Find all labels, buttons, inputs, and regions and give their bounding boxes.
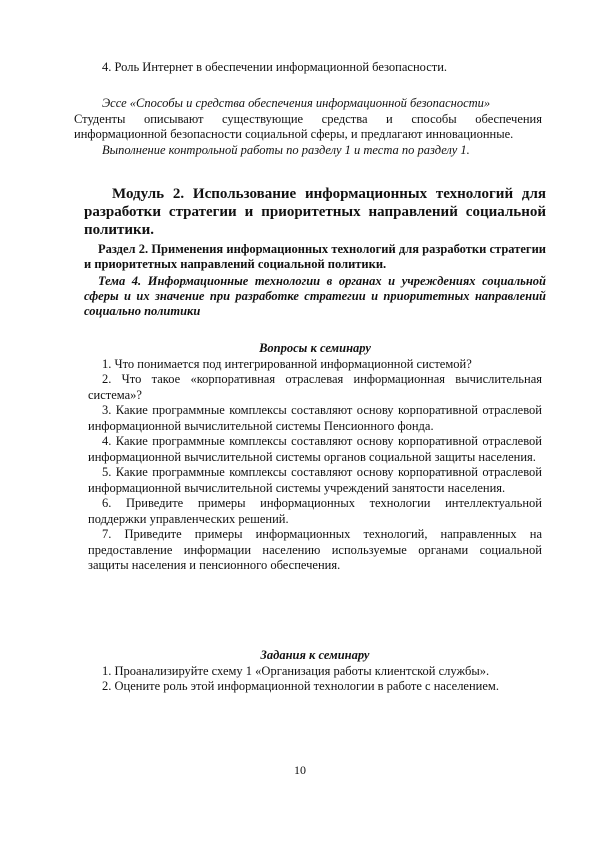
seminar-tasks-block <box>88 648 542 695</box>
control-work-note: Выполнение контрольной работы по разделу 1 и теста по разделу 1. <box>102 142 470 157</box>
question-item: 1. Что понимается под интегрированной информационной системой? <box>102 356 472 371</box>
internet-role-item: 4. Роль Интернет в обеспечении информационной безопасности. <box>102 60 448 74</box>
essay-block <box>74 96 542 158</box>
page-number: 10 <box>294 763 306 777</box>
seminar-questions-block <box>88 341 542 574</box>
task-item: 2. Оцените роль этой информационной технологии в работе с населением. <box>102 679 499 693</box>
question-item: 3. Какие программные комплексы составляют основу корпоративной отраслевой информационной вычислительной системы Пенсионного фонда. <box>88 403 542 433</box>
seminar-tasks-title: Задания к семинару <box>260 648 370 662</box>
section-heading: Раздел 2. Применения информационных технологий для разработки стратегии и приоритетных направлений социальной политики. <box>84 242 546 271</box>
task-item: 1. Проанализируйте схему 1 «Организация работы клиентской службы». <box>102 663 490 678</box>
module-heading: Модуль 2. Использование информационных технологий для разработки стратегии и приоритетных направлений социальной политики. <box>84 186 546 238</box>
question-item: 4. Какие программные комплексы составляют основу корпоративной отраслевой информационной вычислительной системы органов социальной защиты населения. <box>88 434 542 464</box>
seminar-questions-title: Вопросы к семинару <box>259 341 371 355</box>
question-item: 5. Какие программные комплексы составляют основу корпоративной отраслевой информационной вычислительной системы учреждений занятости населения. <box>88 465 542 495</box>
module-block <box>84 185 546 319</box>
topic-heading: Тема 4. Информационные технологии в органах и учреждениях социальной сферы и их значение при разработке стратегии и приоритетных направлений социально политики <box>84 274 546 318</box>
question-item: 7. Приведите примеры информационных технологий, направленных на предоставление информации населению используемые органами социальной защиты населения и пенсионного обеспечения. <box>88 527 542 572</box>
question-item: 6. Приведите примеры информационных технологии интеллектуальной поддержки управленческих решений. <box>88 496 542 526</box>
essay-body: Студенты описывают существующие средства и способы обеспечения информационной безопасности социальной сферы, и предлагают инновационные. <box>74 111 542 141</box>
question-item: 2. Что такое «корпоративная отраслевая информационная вычислительная система»? <box>88 372 542 402</box>
essay-title: Эссе «Способы и средства обеспечения информационной безопасности» <box>102 96 491 110</box>
top-list-item <box>88 60 542 76</box>
